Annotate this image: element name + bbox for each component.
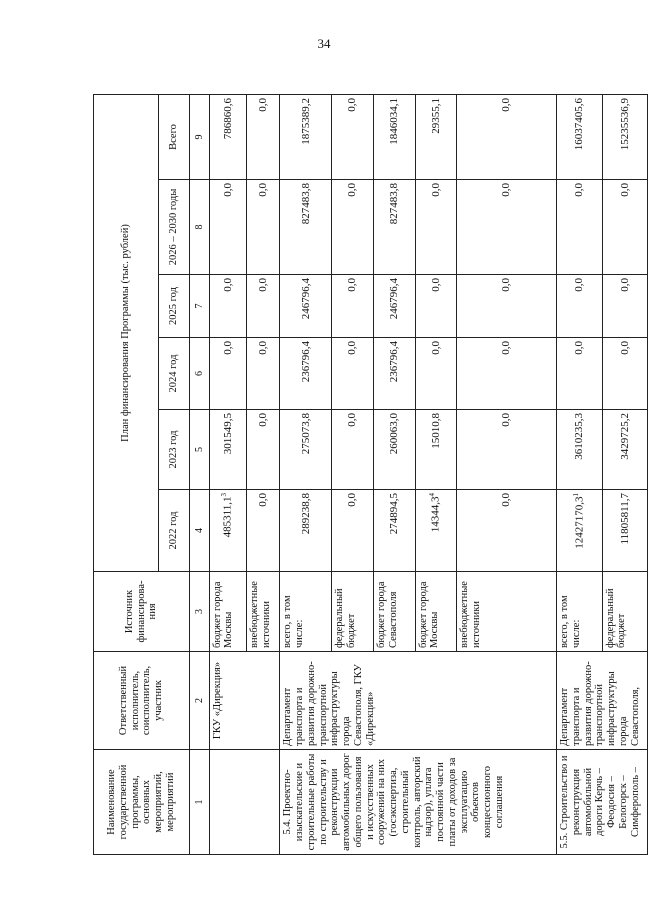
- value-2024: 0,0: [246, 338, 279, 410]
- value-2022: 0,0: [332, 490, 374, 572]
- value-2025: 0,0: [332, 275, 374, 338]
- value-2024: 236796,4: [280, 338, 332, 410]
- source-cell: бюджет города Москвы: [209, 572, 246, 652]
- value-2025: 0,0: [557, 275, 602, 338]
- value-2026-2030: 0,0: [457, 180, 557, 275]
- value-total: 16037405,6: [557, 94, 602, 179]
- header-2022: 2022 год: [158, 490, 189, 572]
- value-total: 0,0: [246, 94, 279, 179]
- value-2023: 3610235,3: [557, 410, 602, 490]
- col-number: 8: [189, 180, 209, 275]
- col-number: 6: [189, 338, 209, 410]
- value-2024: 0,0: [602, 338, 647, 410]
- value-2023: 0,0: [457, 410, 557, 490]
- col-number: 2: [189, 652, 209, 750]
- executor-cell: ГКУ «Дирекция»: [209, 652, 280, 750]
- value-2025: 246796,4: [373, 275, 415, 338]
- value-2022: 0,0: [457, 490, 557, 572]
- measure-name-5-5: 5.5. Строительство и реконструкция автомобильной дороги Керчь – Феодосия – Белогорск – Симферополь –: [557, 750, 648, 855]
- value-2023: 0,0: [246, 410, 279, 490]
- value-2024: 236796,4: [373, 338, 415, 410]
- header-source: Источник финансирова-ния: [94, 572, 190, 652]
- value-2024: 0,0: [332, 338, 374, 410]
- source-cell: федеральный бюджет: [602, 572, 647, 652]
- value-2023: 3429725,2: [602, 410, 647, 490]
- value-2023: 275073,8: [280, 410, 332, 490]
- executor-cell: Департамент транспорта и развития дорожно-транспортной инфраструктуры города Севастополя,: [557, 652, 648, 750]
- source-cell: федеральный бюджет: [332, 572, 374, 652]
- table-row: [280, 94, 332, 854]
- value-total: 0,0: [332, 94, 374, 179]
- header-executor: Ответственный исполнитель, соисполнитель, участник: [94, 652, 190, 750]
- value-2023: 15010,8: [415, 410, 457, 490]
- value-2026-2030: 0,0: [209, 180, 246, 275]
- table-row: [557, 94, 602, 854]
- value-total: 0,0: [457, 94, 557, 179]
- value-2022: 485311,1$^3$: [209, 490, 246, 572]
- header-2023: 2023 год: [158, 410, 189, 490]
- value-2025: 0,0: [602, 275, 647, 338]
- header-plan: План финансирования Программы (тыс. рублей): [94, 94, 159, 571]
- col-number: 7: [189, 275, 209, 338]
- value-2022: 14344,3$^4$: [415, 490, 457, 572]
- value-total: 1875389,2: [280, 94, 332, 179]
- value-2024: 0,0: [457, 338, 557, 410]
- page-number: 34: [317, 36, 331, 51]
- value-2026-2030: 827483,8: [373, 180, 415, 275]
- value-2023: 260063,0: [373, 410, 415, 490]
- value-2026-2030: 0,0: [602, 180, 647, 275]
- financing-table: [93, 94, 648, 855]
- source-cell: всего, в том числе:: [280, 572, 332, 652]
- header-total: Всего: [158, 94, 189, 179]
- value-2026-2030: 827483,8: [280, 180, 332, 275]
- header-name: Наименование государственной программы, основных мероприятий, мероприятий: [94, 750, 190, 855]
- value-2025: 246796,4: [280, 275, 332, 338]
- rotated-table-wrapper: [93, 95, 648, 855]
- value-2022: 11805811,7: [602, 490, 647, 572]
- source-cell: бюджет города Москвы: [415, 572, 457, 652]
- value-2023: 0,0: [332, 410, 374, 490]
- value-2024: 0,0: [415, 338, 457, 410]
- value-2026-2030: 0,0: [415, 180, 457, 275]
- col-number: 4: [189, 490, 209, 572]
- value-total: 15235536,9: [602, 94, 647, 179]
- value-2024: 0,0: [209, 338, 246, 410]
- col-number: 5: [189, 410, 209, 490]
- executor-cell: Департамент транспорта и развития дорожно-транспортной инфраструктуры города Севастополя, ГКУ «Дирекция»: [280, 652, 557, 750]
- source-cell: внебюджетные источники: [457, 572, 557, 652]
- source-cell: внебюджетные источники: [246, 572, 279, 652]
- value-2026-2030: 0,0: [557, 180, 602, 275]
- value-2023: 301549,5: [209, 410, 246, 490]
- header-2026-2030: 2026 – 2030 годы: [158, 180, 189, 275]
- source-cell: всего, в том числе:: [557, 572, 602, 652]
- value-2022: 289238,8: [280, 490, 332, 572]
- value-2022: 0,0: [246, 490, 279, 572]
- value-2025: 0,0: [209, 275, 246, 338]
- table-row: [209, 94, 246, 854]
- value-2026-2030: 0,0: [246, 180, 279, 275]
- source-cell: бюджет города Севастополя: [373, 572, 415, 652]
- value-2025: 0,0: [415, 275, 457, 338]
- col-number: 3: [189, 572, 209, 652]
- col-number: 9: [189, 94, 209, 179]
- value-total: 786860,6: [209, 94, 246, 179]
- measure-name-5-4: 5.4. Проектно-изыскательские и строительные работы по строительству и реконструкции автомобильных дорог общего пользования и искусственных сооружений на них (госэкспертиза, строительный контроль, авторский надзор), уплата постоянной части платы от доходов за эксплуатацию объектов концессионного соглашения: [280, 750, 557, 855]
- name-cell-empty: [209, 750, 280, 855]
- value-2026-2030: 0,0: [332, 180, 374, 275]
- value-total: 1846034,1: [373, 94, 415, 179]
- header-2024: 2024 год: [158, 338, 189, 410]
- value-2025: 0,0: [246, 275, 279, 338]
- value-2024: 0,0: [557, 338, 602, 410]
- header-2025: 2025 год: [158, 275, 189, 338]
- col-number: 1: [189, 750, 209, 855]
- value-total: 29355,1: [415, 94, 457, 179]
- value-2025: 0,0: [457, 275, 557, 338]
- value-2022: 274894,5: [373, 490, 415, 572]
- value-2022: 12427170,3$^1$: [557, 490, 602, 572]
